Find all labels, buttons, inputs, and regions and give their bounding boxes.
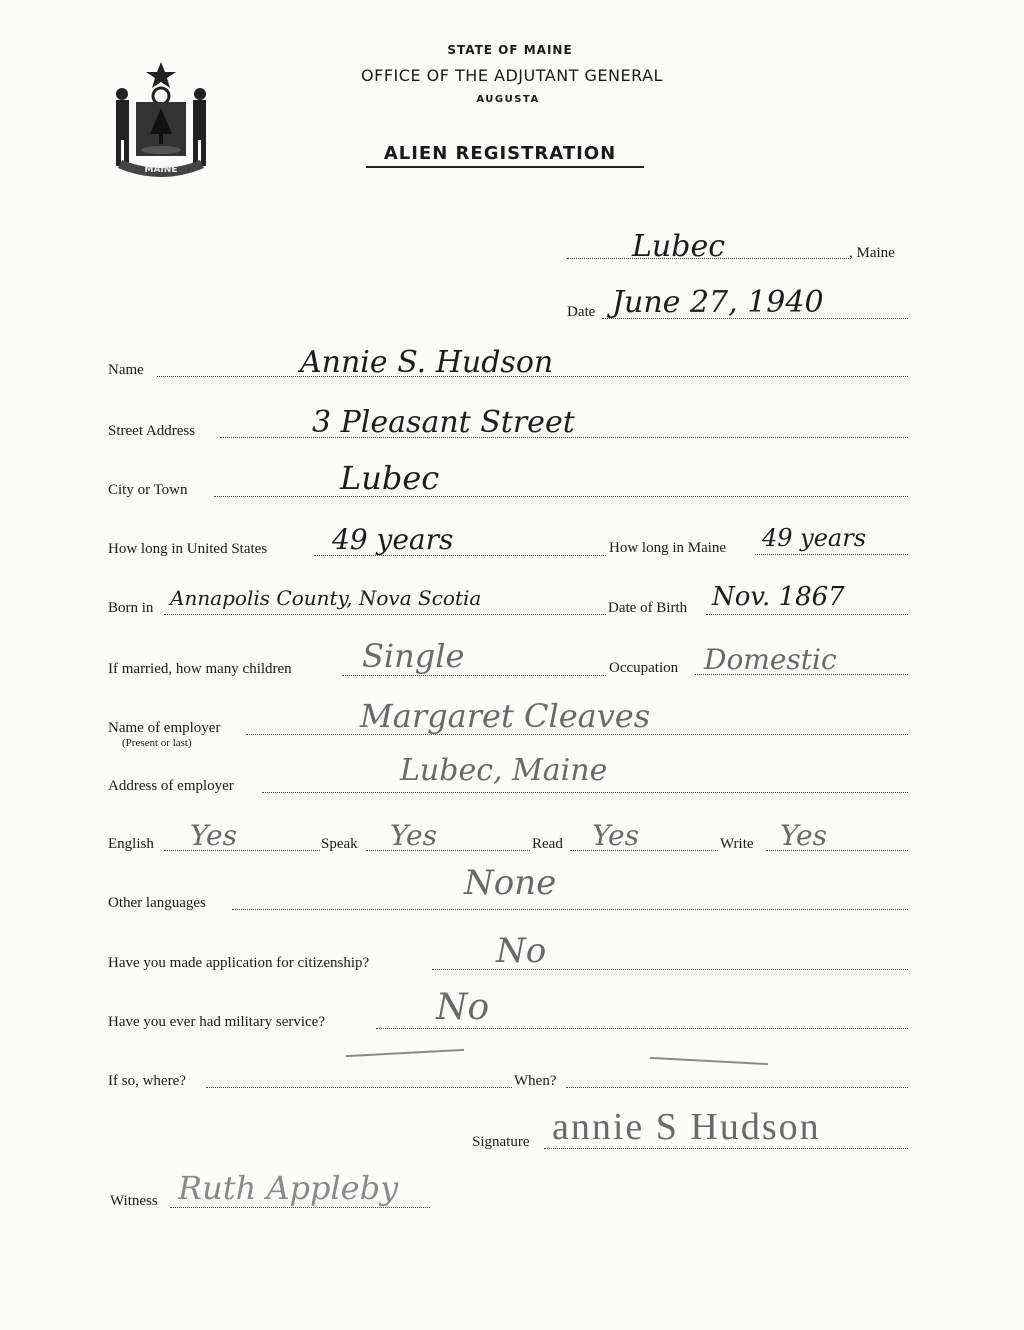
english-entry: Yes — [190, 819, 237, 852]
seal-banner-text: MAINE — [144, 165, 178, 175]
when-label: When? — [514, 1073, 557, 1089]
city-entry: Lubec — [340, 459, 440, 497]
read-label: Read — [532, 836, 563, 852]
city-label: City or Town — [108, 482, 188, 498]
english-label: English — [108, 836, 154, 852]
signature-label: Signature — [472, 1134, 530, 1150]
other-languages-label: Other languages — [108, 895, 206, 911]
military-label: Have you ever had military service? — [108, 1014, 325, 1030]
how-long-maine-line — [755, 554, 908, 555]
street-entry: 3 Pleasant Street — [312, 405, 575, 440]
children-line — [342, 675, 606, 676]
maine-label: , Maine — [849, 245, 895, 261]
signature-entry: annie S Hudson — [552, 1106, 821, 1148]
born-in-label: Born in — [108, 600, 154, 616]
english-line — [164, 850, 320, 851]
title-underline — [366, 166, 644, 168]
employer-entry: Margaret Cleaves — [360, 697, 651, 735]
how-long-maine-label: How long in Maine — [609, 540, 727, 556]
employer-note: (Present or last) — [122, 737, 192, 749]
employer-address-label: Address of employer — [108, 778, 234, 794]
office-heading: OFFICE OF THE ADJUTANT GENERAL — [361, 66, 663, 85]
date-entry: June 27, 1940 — [612, 285, 824, 320]
speak-entry: Yes — [390, 819, 437, 852]
name-label: Name — [108, 362, 144, 378]
form-title: ALIEN REGISTRATION — [383, 143, 617, 164]
military-entry: No — [436, 987, 490, 1028]
occupation-entry: Domestic — [704, 643, 837, 676]
state-heading: STATE OF MAINE — [447, 43, 573, 57]
witness-label: Witness — [110, 1193, 158, 1209]
dob-line — [706, 614, 908, 615]
employer-address-entry: Lubec, Maine — [400, 753, 608, 788]
read-entry: Yes — [592, 819, 639, 852]
witness-entry: Ruth Appleby — [178, 1169, 399, 1207]
citizenship-entry: No — [496, 931, 547, 971]
how-long-us-label: How long in United States — [108, 541, 268, 557]
military-line — [376, 1028, 908, 1029]
name-entry: Annie S. Hudson — [300, 345, 554, 380]
where-line — [206, 1087, 512, 1088]
how-long-maine-entry: 49 years — [762, 524, 867, 552]
born-in-line — [164, 614, 606, 615]
street-label: Street Address — [108, 423, 196, 439]
speak-label: Speak — [321, 836, 358, 852]
write-entry: Yes — [780, 819, 827, 852]
when-pencil-dash — [650, 1057, 768, 1065]
city-line — [214, 496, 908, 497]
dob-label: Date of Birth — [608, 600, 688, 616]
employer-address-line — [262, 792, 908, 793]
occupation-label: Occupation — [609, 660, 679, 676]
date-label: Date — [567, 304, 596, 320]
other-languages-entry: None — [464, 863, 557, 903]
when-line — [566, 1087, 908, 1088]
where-pencil-dash — [346, 1049, 464, 1057]
city-heading: AUGUSTA — [476, 94, 540, 105]
children-entry: Single — [362, 637, 465, 675]
how-long-us-entry: 49 years — [332, 523, 454, 556]
citizenship-label: Have you made application for citizenship? — [108, 955, 370, 971]
born-in-entry: Annapolis County, Nova Scotia — [170, 586, 482, 610]
children-label: If married, how many children — [108, 661, 292, 677]
dob-entry: Nov. 1867 — [712, 582, 845, 612]
signature-line — [544, 1148, 908, 1149]
where-label: If so, where? — [108, 1073, 186, 1089]
write-label: Write — [720, 836, 754, 852]
employer-label: Name of employer — [108, 720, 221, 736]
witness-line — [170, 1207, 430, 1208]
town-entry: Lubec — [632, 229, 726, 264]
other-languages-line — [232, 909, 908, 910]
